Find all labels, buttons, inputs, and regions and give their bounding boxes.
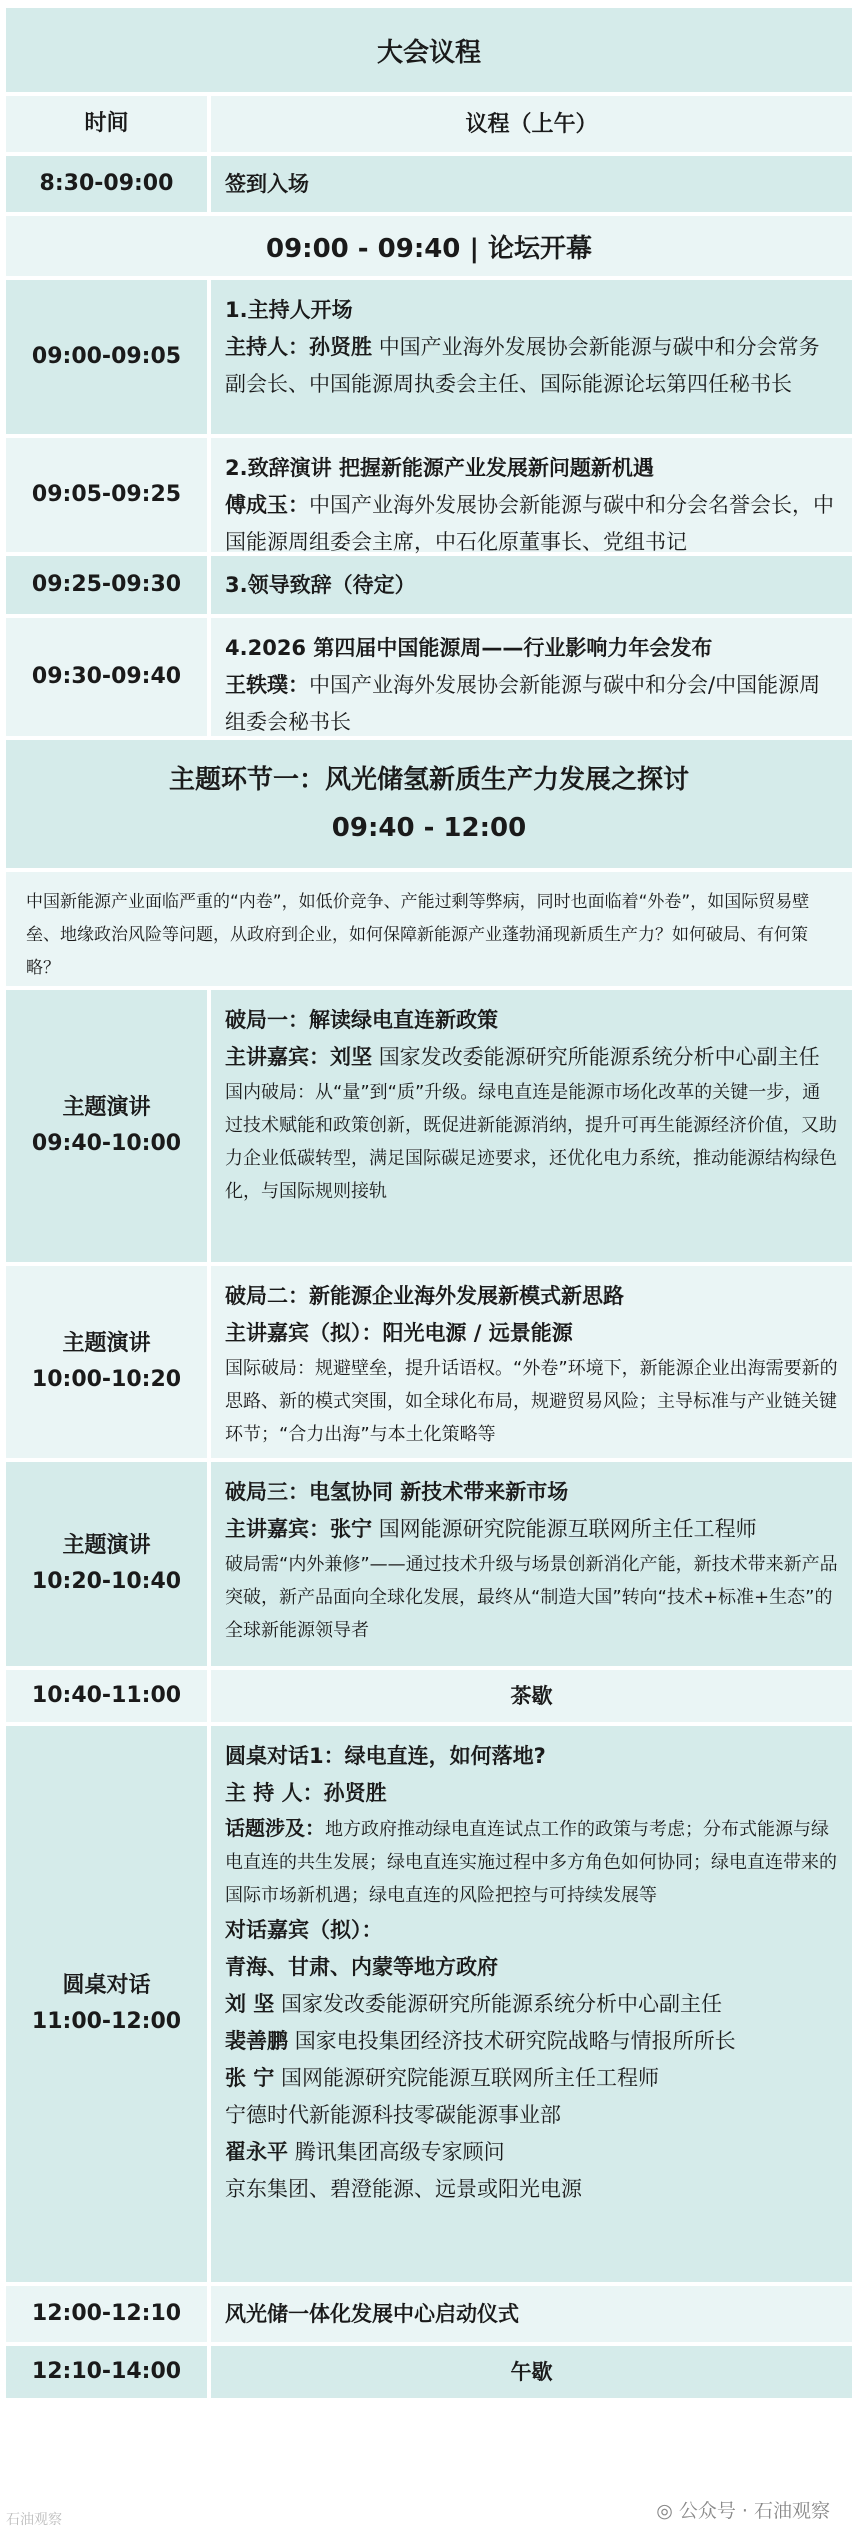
roundtable-guest: 宁德时代新能源科技零碳能源事业部 [225,2103,561,2127]
talk-title: 破局一：解读绿电直连新政策 [225,1008,498,1032]
opening-title: 09:00 - 09:40 | 论坛开幕 [265,233,593,264]
roundtable-guest: 京东集团、碧澄能源、远景或阳光电源 [225,2177,582,2201]
talk-speaker: 阳光电源 / 远景能源 [382,1321,573,1345]
opening-item-desc: 中国产业海外发展协会新能源与碳中和分会/中国能源周组委会秘书长 [225,673,821,734]
opening-item-title: 4.2026 第四届中国能源周——行业影响力年会发布 [225,636,713,660]
roundtable-row [6,1726,852,2286]
section1-title: 主题环节一：风光储氢新质生产力发展之探讨 [168,765,689,795]
talk-desc: 国内破局：从“量”到“质”升级。绿电直连是能源市场化改革的关键一步，通过技术赋能和政策创新，既促进新能源消纳，提升可再生能源经济价值，又助力企业低碳转型，满足国际碳足迹要求，还优化电力系统，推动能源结构绿色化，与国际规则接轨 [225,1082,837,1202]
talk-speaker-desc: 国网能源研究院能源互联网所主任工程师 [378,1517,757,1541]
section1-intro: 中国新能源产业面临严重的“内卷”，如低价竞争、产能过剩等弊病，同时也面临着“外卷”，如国际贸易壁垒、地缘政治风险等问题，从政府到企业，如何保障新能源产业蓬勃涌现新质生产力？如何破局、有何策略？ [26,892,810,978]
agenda-title: 大会议程 [376,37,481,68]
opening-item-row [6,556,852,618]
launch-time: 12:00-12:10 [6,2286,211,2342]
talk-label: 主题演讲 [62,1533,151,1558]
roundtable-topics: 地方政府推动绿电直连试点工作的政策与考虑；分布式能源与绿电直连的共生发展；绿电直连实施过程中多方角色如何协同；绿电直连带来的国际市场新机遇；绿电直连的风险把控与可持续发展等 [225,1819,837,1906]
lunch-text: 午歇 [510,2359,553,2384]
tea-text: 茶歇 [510,1683,553,1708]
roundtable-topics-label: 话题涉及： [225,1816,325,1840]
opening-item-row [6,618,852,740]
talk-row [6,990,852,1266]
talk-row [6,1462,852,1670]
talk-title: 破局二：新能源企业海外发展新模式新思路 [225,1284,624,1308]
roundtable-time: 11:00-12:00 [31,2009,182,2034]
opening-item-desc: 中国产业海外发展协会新能源与碳中和分会常务副会长、中国能源周执委会主任、国际能源论坛第四任秘书长 [225,335,820,396]
roundtable-guest: 青海、甘肃、内蒙等地方政府 [225,1955,498,1979]
lunch-time: 12:10-14:00 [6,2346,211,2398]
agenda-title-row [6,8,852,96]
roundtable-guests-label: 对话嘉宾（拟）： [225,1918,383,1942]
tea-row [6,1670,852,1726]
roundtable-title: 圆桌对话1：绿电直连，如何落地? [225,1744,546,1768]
signin-row [6,156,852,216]
wechat-icon: ◎ [656,2500,679,2522]
talk-desc: 国际破局：规避壁垒，提升话语权。“外卷”环境下，新能源企业出海需要新的思路、新的模式突围，如全球化布局，规避贸易风险；主导标准与产业链关键环节；“合力出海”与本土化策略等 [225,1358,838,1445]
section1-intro-row [6,872,852,990]
talk-speaker: 张宁 [330,1517,372,1541]
talk-time: 09:40-10:00 [31,1131,182,1156]
roundtable-guest: 裴善鹏 国家电投集团经济技术研究院战略与情报所所长 [225,2029,736,2053]
header-row [6,96,852,156]
section1-time: 09:40 - 12:00 [331,813,527,843]
talk-title: 破局三：电氢协同 新技术带来新市场 [225,1480,569,1504]
talk-desc: 破局需“内外兼修”——通过技术升级与场景创新消化产能，新技术带来新产品突破，新产品面向全球化发展，最终从“制造大国”转向“技术+标准+生态”的全球新能源领导者 [225,1554,838,1641]
roundtable-guest: 张 宁 国网能源研究院能源互联网所主任工程师 [225,2066,659,2090]
talk-speaker-desc: 国家发改委能源研究所能源系统分析中心副主任 [378,1045,820,1069]
opening-item-time: 09:00-09:05 [6,280,211,434]
watermark: ◎ 公众号 · 石油观察 [656,2500,830,2522]
header-agenda: 议程（上午） [465,111,598,137]
opening-item-person: 傅成玉： [225,493,309,517]
talk-time: 10:00-10:20 [31,1367,182,1392]
signin-text: 签到入场 [225,171,309,196]
opening-item-row [6,438,852,556]
opening-item-time: 09:05-09:25 [6,438,211,552]
opening-item-desc: 中国产业海外发展协会新能源与碳中和分会名誉会长，中国能源周组委会主席，中石化原董事长、党组书记 [225,493,834,554]
roundtable-label: 圆桌对话 [62,1973,151,1998]
corner-watermark: 石油观察 [6,2512,62,2528]
section1-title-row [6,740,852,872]
roundtable-guest: 翟永平 腾讯集团高级专家顾问 [225,2140,505,2164]
header-time: 时间 [6,96,211,152]
opening-item-title: 2.致辞演讲 把握新能源产业发展新问题新机遇 [225,456,654,480]
talk-speaker: 刘坚 [330,1045,372,1069]
talk-label: 主题演讲 [62,1095,151,1120]
lunch-row [6,2346,852,2402]
launch-text: 风光储一体化发展中心启动仪式 [225,2301,519,2326]
roundtable-host: 主 持 人：孙贤胜 [225,1781,387,1805]
talk-label: 主题演讲 [62,1331,151,1356]
opening-item-row [6,280,852,438]
talk-speaker-label: 主讲嘉宾（拟）： [225,1321,383,1345]
opening-row [6,216,852,280]
talk-time: 10:20-10:40 [31,1569,182,1594]
opening-item-time: 09:25-09:30 [6,556,211,614]
talk-speaker-label: 主讲嘉宾： [225,1045,330,1069]
opening-item-time: 09:30-09:40 [6,618,211,736]
opening-item-title: 3.领导致辞（待定） [225,572,416,597]
talk-row [6,1266,852,1462]
opening-item-person: 王轶璞： [225,673,309,697]
launch-row [6,2286,852,2346]
roundtable-guest: 刘 坚 国家发改委能源研究所能源系统分析中心副主任 [225,1992,722,2016]
tea-time: 10:40-11:00 [6,1670,211,1722]
opening-item-person: 主持人：孙贤胜 [225,335,372,359]
opening-item-title: 1.主持人开场 [225,298,353,322]
talk-speaker-label: 主讲嘉宾： [225,1517,330,1541]
signin-time: 8:30-09:00 [6,156,211,212]
